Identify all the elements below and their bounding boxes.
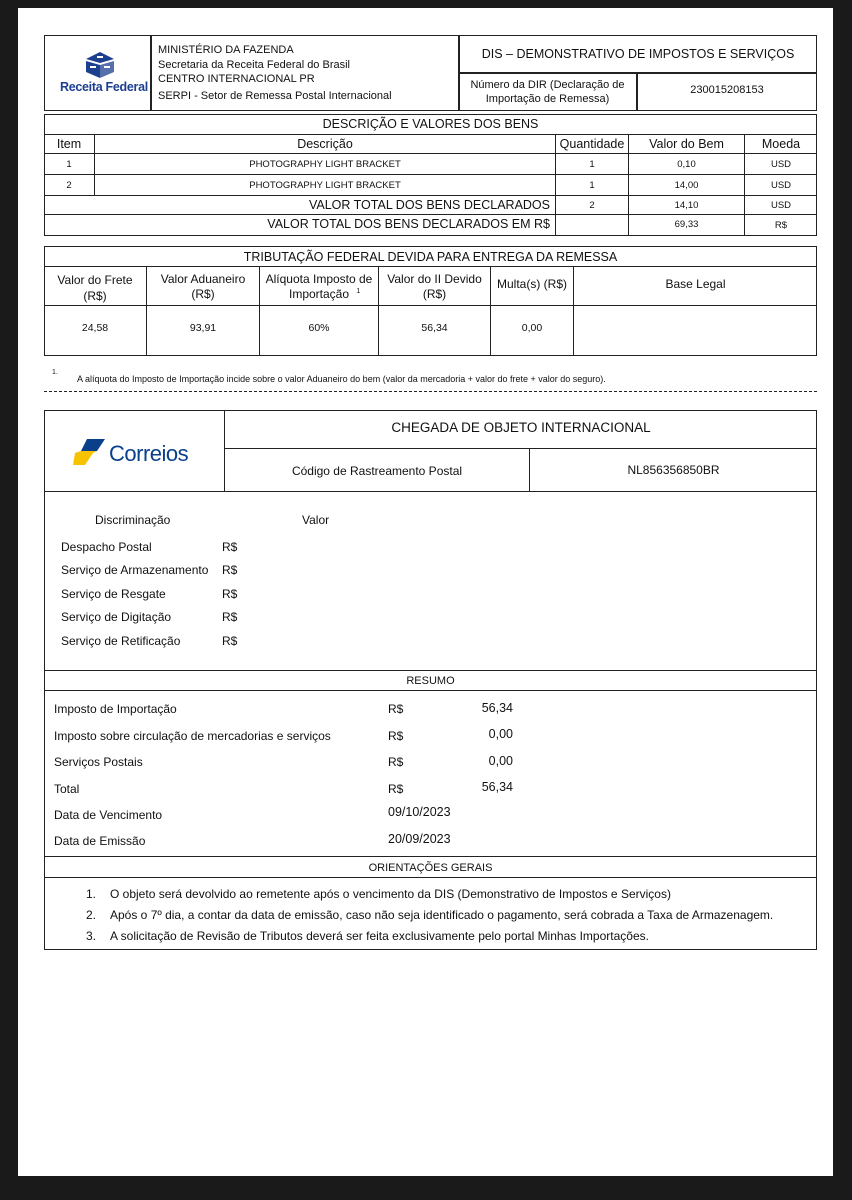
goods-table-title: DESCRIÇÃO E VALORES DOS BENS — [322, 117, 539, 131]
goods-row-quantity: 1 — [589, 180, 595, 191]
taxation-rate-value: 60% — [308, 322, 330, 334]
taxation-row-line — [44, 266, 817, 267]
goods-total-brl-label: VALOR TOTAL DOS BENS DECLARADOS EM R$ — [267, 217, 550, 231]
taxation-row-line — [44, 305, 817, 306]
correios-logo-text: Correios — [109, 441, 189, 466]
summary-row-currency: R$ — [388, 755, 404, 769]
document-title: DIS – DEMONSTRATIVO DE IMPOSTOS E SERVIÇOS — [481, 47, 795, 61]
dir-number-value: 230015208153 — [690, 84, 764, 96]
cut-line — [44, 391, 817, 392]
goods-row-line — [44, 195, 817, 196]
correios-divider — [224, 448, 817, 449]
dir-number-label-line1: Número da DIR (Declaração de — [470, 79, 625, 91]
summary-row-label: Imposto sobre circulação de mercadorias e serviços — [54, 729, 331, 743]
goods-row-currency: USD — [770, 180, 792, 191]
service-currency: R$ — [222, 610, 238, 624]
service-name: Serviço de Digitação — [61, 610, 172, 624]
taxation-header-rate-footnote-mark: 1 — [356, 288, 361, 295]
summary-row-currency: R$ — [388, 702, 404, 716]
guideline-number: 2. — [86, 908, 97, 922]
summary-row-label: Serviços Postais — [54, 755, 143, 769]
goods-row-quantity: 1 — [589, 159, 595, 170]
summary-row-value: 0,00 — [488, 754, 513, 768]
receita-federal-logo-text: Receita Federal — [60, 80, 148, 94]
tracking-code: NL856356850BR — [627, 463, 720, 477]
goods-row-value: 0,10 — [677, 159, 696, 170]
summary-title: RESUMO — [406, 675, 455, 687]
taxation-title: TRIBUTAÇÃO FEDERAL DEVIDA PARA ENTREGA DA REMESSA — [243, 250, 618, 264]
goods-row-line — [44, 174, 817, 175]
summary-row-label: Imposto de Importação — [54, 702, 177, 716]
sector-name: SERPI - Setor de Remessa Postal Internacional — [158, 90, 392, 102]
goods-header-item: Item — [56, 137, 82, 151]
secretariat-name: Secretaria da Receita Federal do Brasil — [158, 59, 350, 71]
goods-total-value: 14,10 — [674, 200, 699, 211]
center-name: CENTRO INTERNACIONAL PR — [158, 73, 315, 85]
taxation-header-customs-unit: (R$) — [191, 287, 215, 301]
issue-date-label: Data de Emissão — [54, 834, 146, 848]
dir-number-label-line2: Importação de Remessa) — [485, 93, 610, 105]
correios-divider — [44, 491, 817, 492]
guidelines-divider — [44, 856, 817, 857]
taxation-freight-value: 24,58 — [81, 322, 109, 334]
taxation-fine-value: 0,00 — [521, 322, 543, 334]
goods-header-value: Valor do Bem — [649, 137, 724, 151]
taxation-header-rate: Alíquota Imposto de — [265, 272, 373, 286]
goods-row-line — [44, 214, 817, 215]
goods-total-label: VALOR TOTAL DOS BENS DECLARADOS — [308, 198, 550, 212]
goods-total-quantity: 2 — [589, 200, 595, 211]
goods-row-value: 14,00 — [674, 180, 699, 191]
summary-divider — [44, 690, 817, 691]
tracking-label: Código de Rastreamento Postal — [291, 464, 463, 478]
footnote-text: A alíquota do Imposto de Importação incide sobre o valor Aduaneiro do bem (valor da mercadoria + valor do frete + valor do seguro). — [77, 374, 606, 384]
goods-header-description: Descrição — [297, 137, 353, 151]
service-name: Serviço de Retificação — [61, 634, 181, 648]
taxation-header-customs: Valor Aduaneiro — [160, 272, 246, 286]
ministry-name: MINISTÉRIO DA FAZENDA — [158, 44, 294, 56]
service-name: Serviço de Resgate — [61, 587, 166, 601]
goods-row-line — [44, 134, 817, 135]
taxation-header-due: Valor do II Devido — [387, 272, 482, 286]
taxation-customs-value: 93,91 — [189, 322, 217, 334]
summary-row-currency: R$ — [388, 782, 404, 796]
guideline-text: A solicitação de Revisão de Tributos deverá ser feita exclusivamente pelo portal Minhas Importações. — [110, 929, 649, 943]
due-date-label: Data de Vencimento — [54, 808, 163, 822]
arrival-title: CHEGADA DE OBJETO INTERNACIONAL — [391, 420, 651, 435]
guidelines-title: ORIENTAÇÕES GERAIS — [368, 862, 493, 874]
goods-header-quantity: Quantidade — [559, 137, 625, 151]
summary-row-value: 56,34 — [481, 780, 513, 794]
correios-arrow-icon — [73, 437, 109, 467]
summary-row-label: Total — [54, 782, 80, 796]
service-currency: R$ — [222, 587, 238, 601]
guideline-text: O objeto será devolvido ao remetente após o vencimento da DIS (Demonstrativo de Impostos e Serviços) — [110, 887, 671, 901]
taxation-header-rate-line2 — [289, 287, 360, 301]
service-currency: R$ — [222, 563, 238, 577]
goods-total-brl-value: 69,33 — [674, 219, 699, 230]
taxation-header-due-unit: (R$) — [422, 287, 447, 301]
issue-date-value: 20/09/2023 — [388, 832, 451, 846]
discrimination-header: Discriminação — [95, 513, 171, 527]
guideline-number: 1. — [86, 887, 97, 901]
footnote-mark: 1. — [52, 369, 58, 376]
correios-logo — [73, 437, 203, 471]
header-divider-horizontal — [458, 72, 817, 74]
taxation-header-freight-unit: (R$) — [83, 289, 107, 303]
goods-row-line — [44, 153, 817, 154]
summary-row-currency: R$ — [388, 729, 404, 743]
taxation-header-legal: Base Legal — [665, 277, 726, 291]
goods-total-currency: USD — [770, 200, 792, 211]
summary-row-value: 0,00 — [488, 727, 513, 741]
service-currency: R$ — [222, 540, 238, 554]
taxation-header-rate-text: Importação — [289, 287, 350, 301]
goods-row-item: 2 — [66, 180, 72, 191]
goods-total-brl-currency: R$ — [774, 220, 788, 231]
receita-federal-emblem-icon — [60, 50, 140, 80]
guideline-number: 3. — [86, 929, 97, 943]
goods-row-item: 1 — [66, 159, 72, 170]
taxation-header-freight: Valor do Frete — [57, 273, 133, 287]
due-date-value: 09/10/2023 — [388, 805, 451, 819]
guidelines-divider — [44, 877, 817, 878]
service-name: Serviço de Armazenamento — [61, 563, 209, 577]
service-currency: R$ — [222, 634, 238, 648]
taxation-due-value: 56,34 — [421, 322, 448, 334]
summary-row-value: 56,34 — [481, 701, 513, 715]
goods-row-description: PHOTOGRAPHY LIGHT BRACKET — [249, 159, 401, 170]
summary-divider — [44, 670, 817, 671]
header-divider-logo — [150, 35, 152, 111]
value-header: Valor — [302, 513, 330, 527]
goods-row-description: PHOTOGRAPHY LIGHT BRACKET — [249, 180, 401, 191]
taxation-header-fine: Multa(s) (R$) — [496, 277, 567, 291]
guideline-text: Após o 7º dia, a contar da data de emissão, caso não seja identificado o pagamento, será cobrada a Taxa de Armazenagem. — [110, 908, 774, 922]
goods-header-currency: Moeda — [761, 137, 801, 151]
receita-federal-logo — [60, 50, 148, 96]
goods-row-currency: USD — [770, 159, 792, 170]
service-name: Despacho Postal — [61, 540, 152, 554]
